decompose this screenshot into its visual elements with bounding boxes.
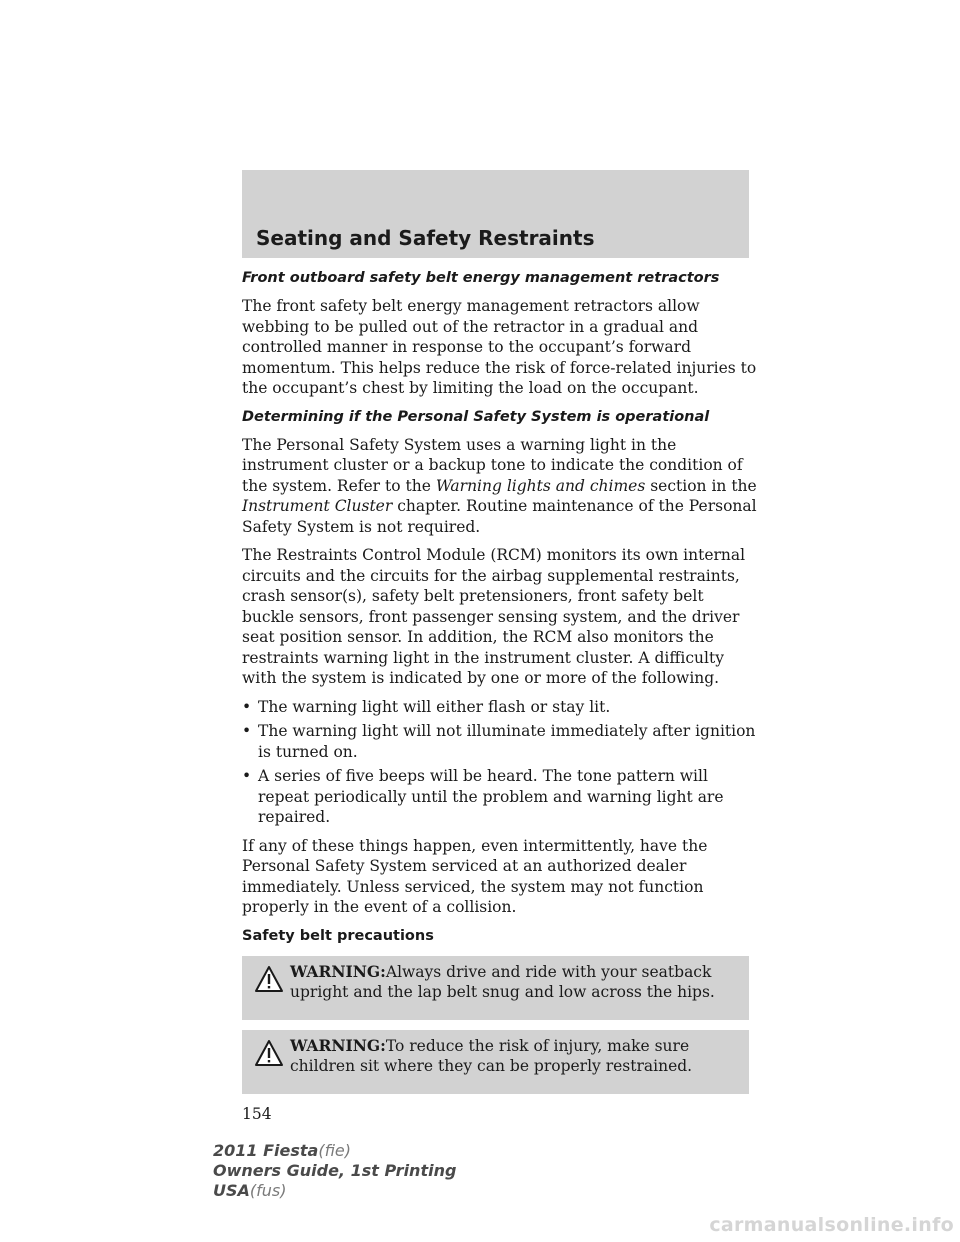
list-item — [242, 697, 757, 718]
operational-p1-text-b: section in the — [645, 476, 757, 495]
warning-box — [242, 956, 749, 1020]
bullet-icon: • — [242, 722, 252, 740]
footer-model-code: (fie) — [318, 1141, 352, 1160]
warning-box — [242, 1030, 749, 1094]
footer-guide: Owners Guide, 1st Printing — [213, 1161, 457, 1180]
warning-message: Always drive and ride with your seatback upright and the lap belt snug and low across the hips. — [290, 962, 715, 1001]
operational-paragraph-2: The Restraints Control Module (RCM) monitors its own internal circuits and the circuits for the airbag supplemental restraints, crash sensor(s), safety belt pretensioners, front safety belt buckle sensors, front passenger sensing system, and the driver seat position sensor. In addition, the RCM also monitors the restraints warning light in the instrument cluster. A difficulty with the system is indicated by one or more of the following. — [242, 546, 746, 687]
warning-label: WARNING: — [290, 1035, 386, 1055]
footer-model: 2011 Fiesta — [213, 1141, 319, 1160]
section-title: Seating and Safety Restraints — [256, 226, 595, 250]
page-content — [242, 264, 757, 1124]
warning-text — [290, 1036, 749, 1077]
warning-lights-reference: Warning lights and chimes — [435, 476, 646, 495]
warning-message: To reduce the risk of injury, make sure children sit where they can be properly restrained. — [290, 1036, 693, 1075]
warning-label: WARNING: — [290, 961, 386, 981]
footer-guide-line — [213, 1161, 456, 1181]
list-item — [242, 721, 757, 762]
operational-paragraph-3: If any of these things happen, even intermittently, have the Personal Safety System serviced at an authorized dealer immediately. Unless serviced, the system may not function properly in the event of a collision. — [242, 836, 708, 916]
operational-paragraph-1 — [242, 435, 757, 538]
watermark: carmanualsonline.info — [709, 1214, 954, 1236]
precautions-heading: Safety belt precautions — [242, 927, 434, 944]
print-footer — [213, 1141, 456, 1201]
retractors-heading: Front outboard safety belt energy management retractors — [242, 270, 720, 286]
bullet-icon: • — [242, 697, 252, 716]
bullet-icon: • — [242, 767, 252, 785]
instrument-cluster-reference: Instrument Cluster — [242, 497, 393, 515]
warning-triangle-icon — [254, 1039, 284, 1067]
operational-p1-text-a: The Personal Safety System uses a warning light in the instrument cluster or a backup tone to indicate the condition of the system. Refer to the — [242, 435, 743, 495]
operational-p1-text-c: chapter. Routine maintenance of the Personal Safety System is not required. — [242, 497, 757, 536]
footer-market-code: (fus) — [249, 1181, 287, 1200]
list-item-text: The warning light will not illuminate immediately after ignition is turned on. — [258, 722, 756, 761]
list-item-text: A series of five beeps will be heard. The tone pattern will repeat periodically until the problem and warning light are repaired. — [258, 767, 724, 826]
operational-heading: Determining if the Personal Safety System is operational — [242, 408, 710, 425]
list-item — [242, 766, 757, 828]
retractors-paragraph: The front safety belt energy management retractors allow webbing to be pulled out of the retractor in a gradual and controlled manner in response to the occupant’s forward momentum. This helps reduce the risk of force-related injuries to the occupant’s chest by limiting the load on the occupant. — [242, 297, 757, 397]
footer-market: USA — [213, 1181, 250, 1200]
footer-model-line — [213, 1141, 456, 1161]
warning-triangle-icon — [254, 965, 284, 993]
section-header-band — [242, 170, 749, 258]
symptom-list — [242, 697, 757, 828]
footer-market-line — [213, 1181, 456, 1201]
list-item-text: The warning light will either flash or stay lit. — [258, 697, 611, 716]
page-number: 154 — [242, 1104, 272, 1123]
warning-text — [290, 962, 749, 1003]
